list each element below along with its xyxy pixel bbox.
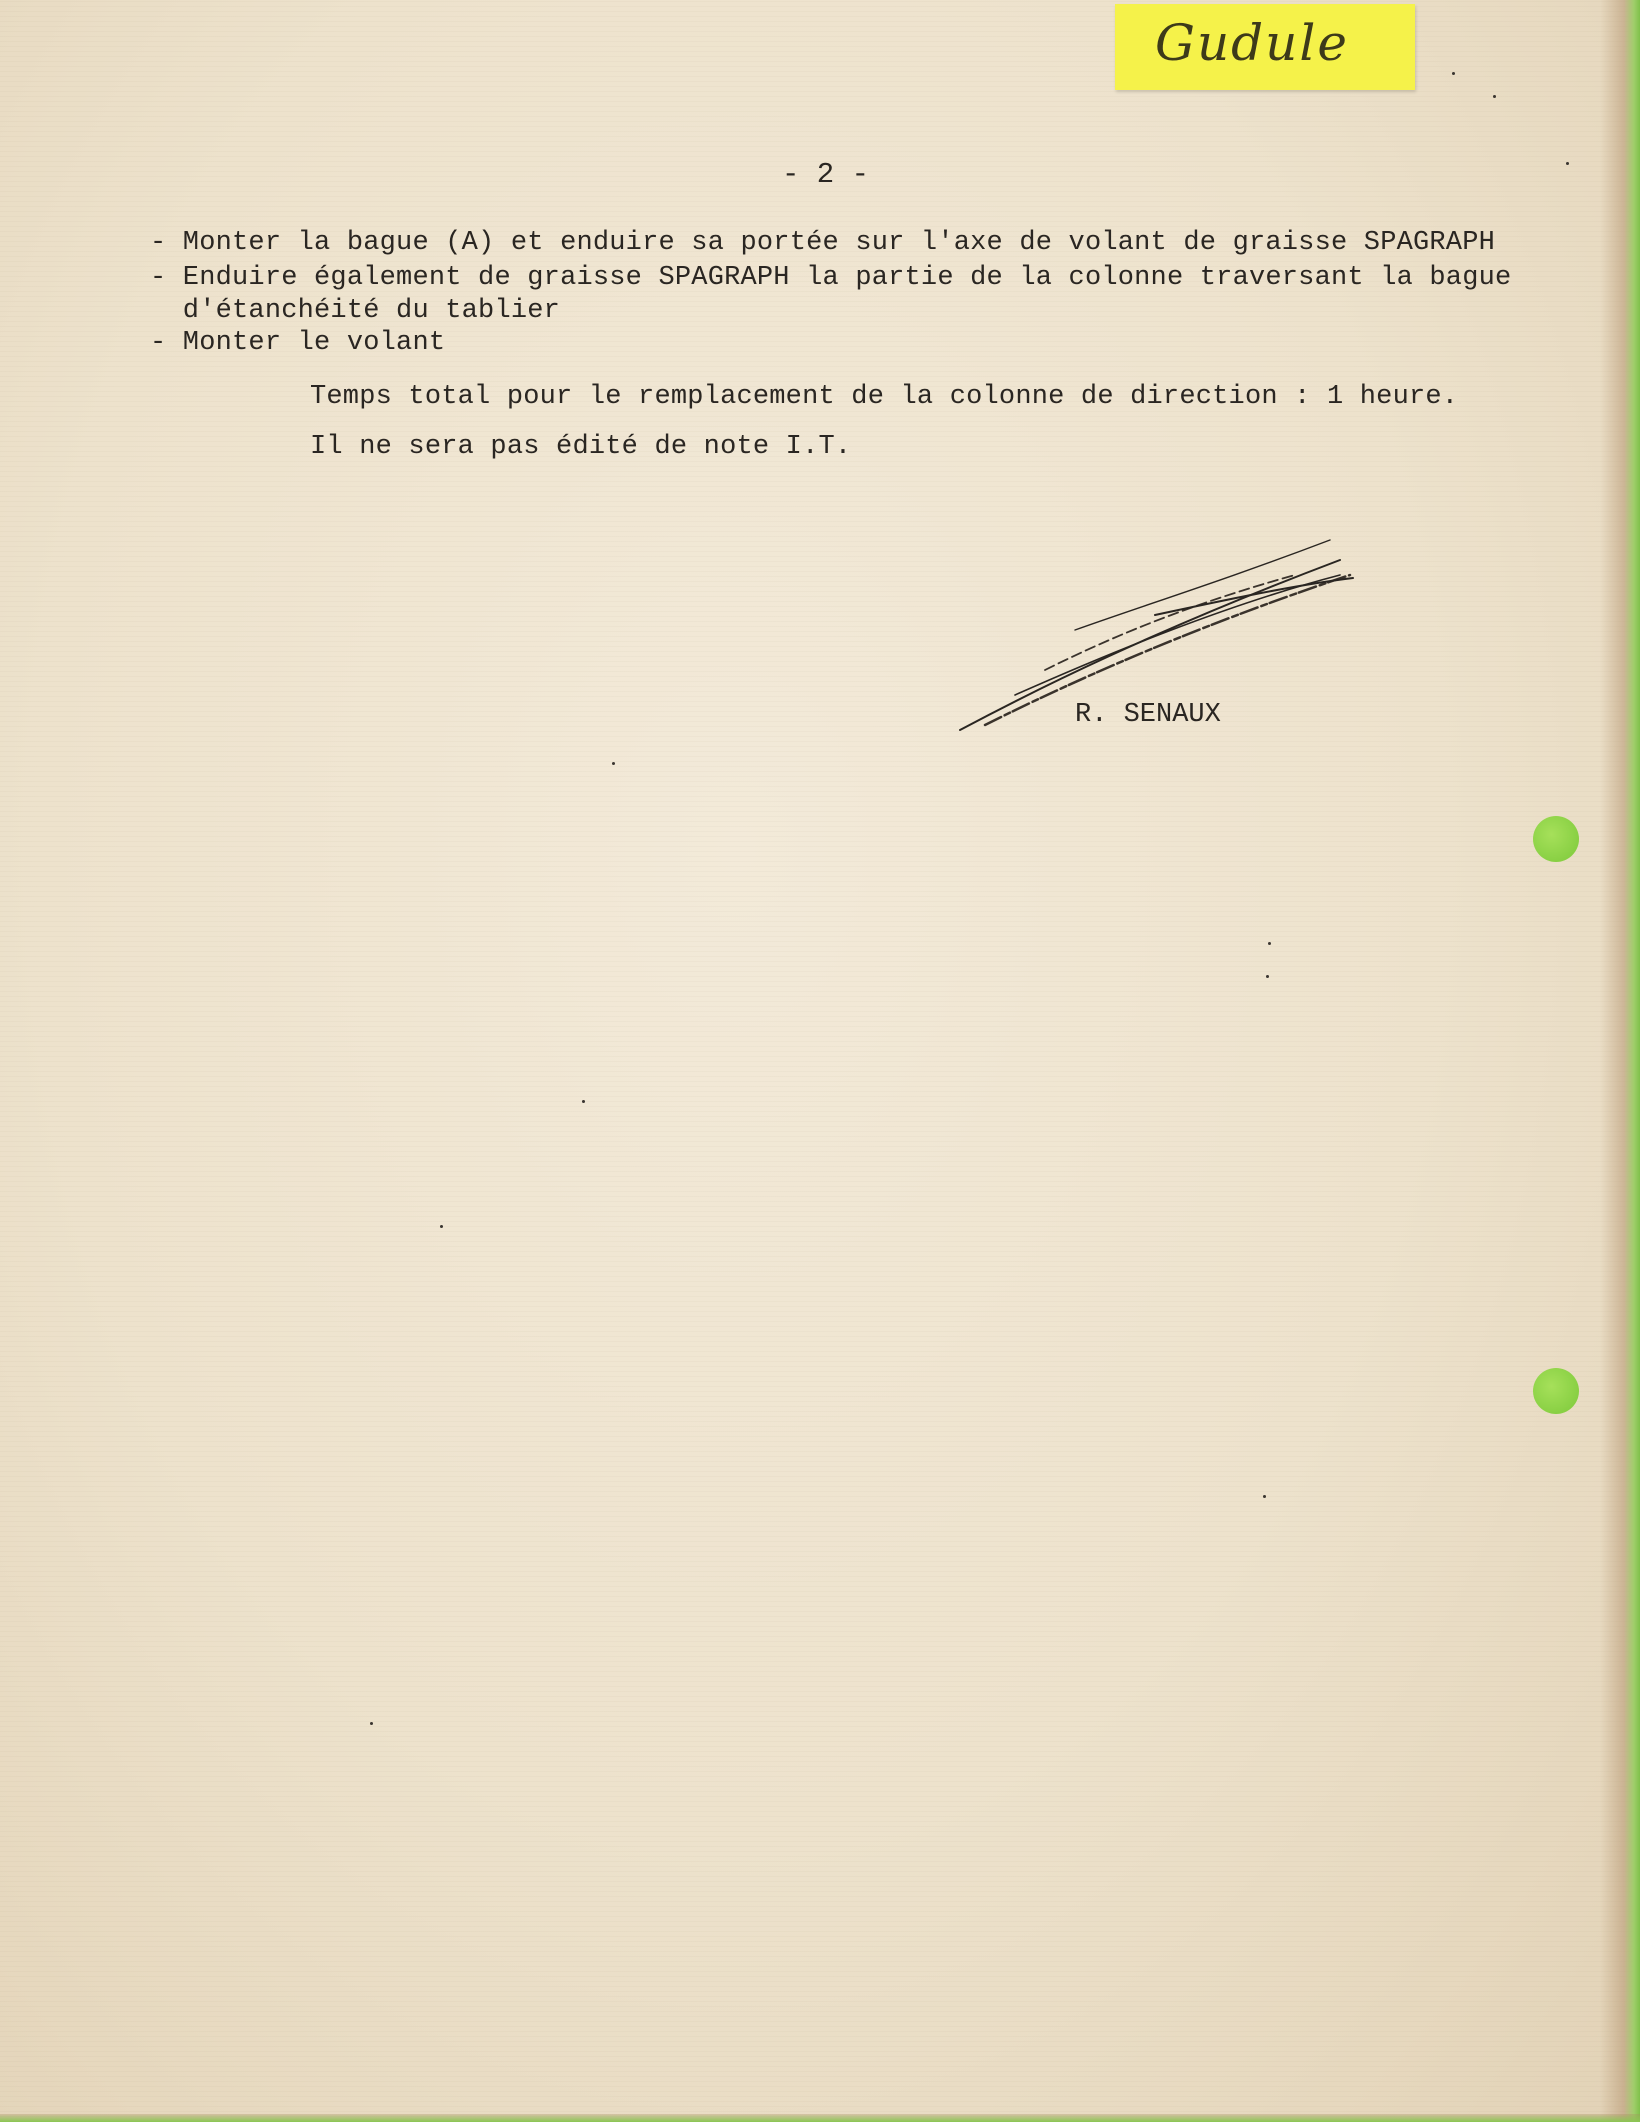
instruction-line: d'étanchéité du tablier <box>150 296 561 326</box>
scan-background-edge <box>1600 0 1640 2122</box>
note-total-time: Temps total pour le remplacement de la colonne de direction : 1 heure. <box>310 382 1459 412</box>
punch-hole-icon <box>1533 816 1579 862</box>
punch-hole-icon <box>1533 1368 1579 1414</box>
ink-speck <box>1263 1495 1266 1498</box>
note-no-it: Il ne sera pas édité de note I.T. <box>310 432 852 462</box>
ink-speck <box>582 1100 585 1103</box>
ink-speck <box>612 762 615 765</box>
ink-speck <box>1266 975 1269 978</box>
signature-name: R. SENAUX <box>1075 700 1221 730</box>
instruction-line: - Enduire également de graisse SPAGRAPH la partie de la colonne traversant la bague <box>150 263 1512 293</box>
ink-speck <box>440 1225 443 1228</box>
ink-speck <box>1566 162 1569 165</box>
ink-speck <box>1452 72 1455 75</box>
sticky-note <box>1115 4 1415 90</box>
ink-speck <box>370 1722 373 1725</box>
ink-speck <box>1268 942 1271 945</box>
page-number: - 2 - <box>782 158 870 191</box>
instruction-line: - Monter la bague (A) et enduire sa portée sur l'axe de volant de graisse SPAGRAPH <box>150 228 1496 258</box>
ink-speck <box>1493 95 1496 98</box>
scan-background-bottom <box>0 2114 1640 2122</box>
sticky-note-text: Gudule <box>1155 14 1349 72</box>
instruction-line: - Monter le volant <box>150 328 446 358</box>
